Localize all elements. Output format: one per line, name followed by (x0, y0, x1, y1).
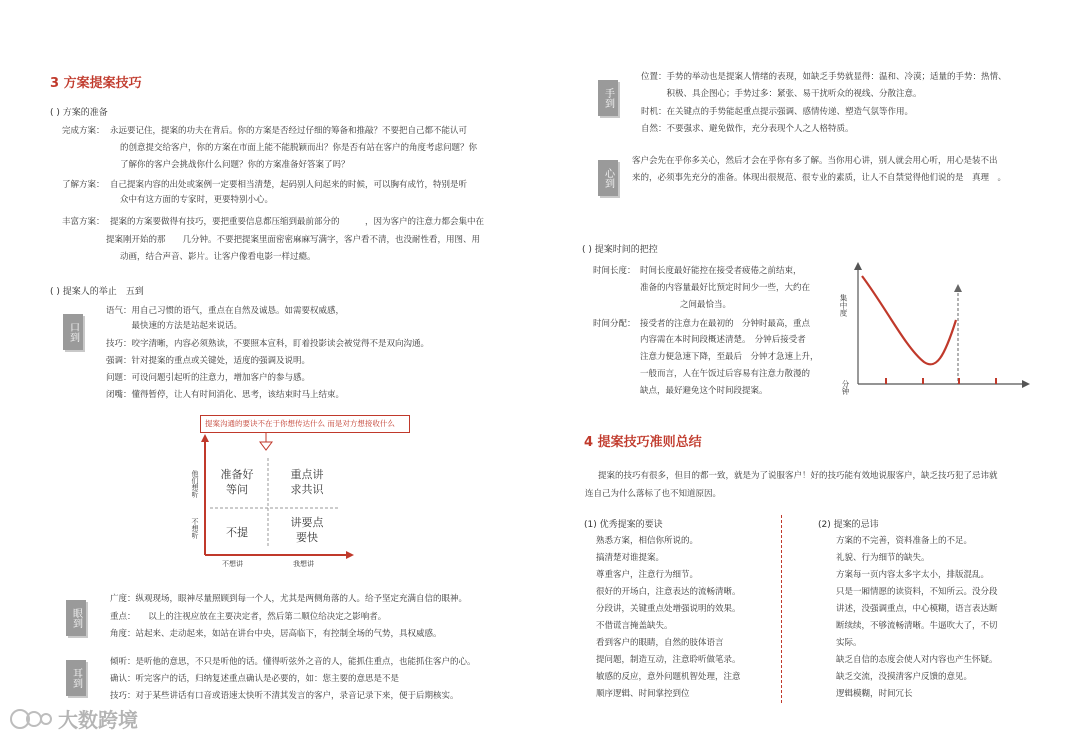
watermark-logo-icon (8, 706, 52, 732)
curve-end-arrow-icon (954, 284, 962, 292)
heart-line: 来的，必须事先充分的准备。体现出很规范、很专业的素质，让人不自禁觉得他们说的是 真理 。 (632, 173, 1007, 183)
bad-item: 逻辑模糊，时间冗长 (836, 689, 913, 699)
bad-heading: (2) 提案的忌讳 (818, 520, 879, 530)
section3-title: 3 方案提案技巧 (50, 76, 142, 91)
summary-line: 连自己为什么落标了也不知道原因。 (585, 489, 722, 499)
bad-item: 方案每一页内容太多字太小，排版混乱。 (836, 570, 990, 580)
prep-line: 提案的方案要做得有技巧，要把重要信息都压缩到最前部分的 ，因为客户的注意力都会集中在 (110, 217, 485, 227)
prep-label-1: 了解方案： (62, 180, 105, 190)
eye-line: 重点： 以上的注视应放在主要决定者，然后第二顺位给决定之影响者。 (110, 612, 387, 622)
curve-x-arrow-icon (1022, 380, 1030, 388)
good-item: 不借谎言掩盖缺失。 (596, 621, 673, 631)
matrix-caption: 提案沟通的要诀不在于你想传达什么 而是对方想接收什么 (205, 419, 395, 428)
mouth-line: 问题：可设问题引起听的注意力，增加客户的参与感。 (106, 373, 311, 383)
time-line: 之间最恰当。 (680, 300, 732, 310)
summary-line: 提案的技巧有很多，但目的都一致，就是为了说服客户！好的技巧能有效地说服客户，缺乏技巧犯了忌讳就 (598, 471, 998, 481)
curve-xlabel: 分钟 (841, 380, 850, 395)
time-line: 时间长度最好能控在接受者疲倦之前结束， (640, 266, 802, 276)
ear-line: 倾听：是听他的意思，不只是听他的话。懂得听弦外之音的人，能抓住重点，也能抓住客户的心。 (110, 657, 476, 667)
good-item: 尊重客户，注意行为细节。 (596, 570, 699, 580)
watermark-text: 大数跨境 (58, 708, 138, 732)
heart-label-box: 心到 (598, 160, 618, 196)
hand-line: 积极、具企图心；手势过多：紧张、易干扰听众的视线、分散注意。 (641, 89, 922, 99)
matrix-ylabel-top: 他们想听 (191, 470, 199, 498)
attention-curve-chart (836, 258, 1036, 398)
eye-line: 广度：纵观现场，眼神尽量照顾到每一个人，尤其是两侧角落的人。给予坚定充满自信的眼神。 (110, 594, 468, 604)
heart-line: 客户会先在乎你多关心，然后才会在乎你有多了解。当你用心讲，别人就会用心听，用心是装不出 (632, 156, 998, 166)
prep-line: 的创意提交给客户，你的方案在市面上能不能脱颖而出？你是否有站在客户的角度考虑问题？你 (120, 143, 478, 153)
good-item: 很好的开场白，注意表达的流畅清晰。 (596, 587, 741, 597)
bad-item: 断续续，不够流畅清晰。牛逼吹大了，不切 (836, 621, 998, 631)
matrix-cell-bottom-right: 讲要点 要快 (290, 516, 324, 544)
time-line: 一般而言，人在午饭过后容易有注意力散漫的 (640, 369, 811, 379)
mouth-line: 最快速的方法是站起来说话。 (106, 321, 243, 331)
good-item: 提问题，制造互动，注意聆听做笔录。 (596, 655, 741, 665)
bad-item: 方案的不完善，资料准备上的不足。 (836, 536, 973, 546)
matrix-cell-top-right: 重点讲 求共识 (290, 468, 324, 496)
prep-label-2: 丰富方案： (62, 217, 105, 227)
down-arrow-icon (260, 432, 272, 450)
prep-line: 自己提案内容的出处或案例一定要相当清楚，起码别人问起来的时候，可以胸有成竹，特别是听 (110, 180, 468, 190)
bad-item: 缺乏自信的态度会使人对内容也产生怀疑。 (836, 655, 998, 665)
time-line: 注意力便急速下降，至最后 分钟才急速上升， (640, 352, 819, 362)
mouth-label-box: 口到 (63, 314, 83, 350)
watermark (8, 704, 138, 733)
ear-line: 技巧：对于某些讲话有口音或语速太快听不清其发言的客户，录音记录下来，便于后期核实。 (110, 691, 459, 701)
bad-item: 只是一厢情愿的读资料，不知所云。没分段 (836, 587, 998, 597)
prep-heading: ( ) 方案的准备 (50, 108, 108, 118)
time-line: 接受者的注意力在最初的 分钟时最高，重点 (640, 319, 811, 329)
attention-curve-line (862, 276, 956, 364)
hand-line: 位置：手势的举动也是提案人情绪的表现，如缺乏手势就显得：温和、冷漠；适量的手势：热情、 (641, 72, 1007, 82)
bad-item: 实际。 (836, 638, 862, 648)
good-item: 分段讲，关键重点处增强说明的效果。 (596, 604, 741, 614)
good-item: 看到客户的眼睛，自然的肢体语言 (596, 638, 724, 648)
good-item: 熟悉方案，相信你所说的。 (596, 536, 699, 546)
prep-line: 提案刚开始的那 几分钟。不要把提案里面密密麻麻写满字，客户看不清，也没耐性看，用图、用 (106, 235, 481, 245)
behavior-heading: ( ) 提案人的举止 五到 (50, 287, 144, 297)
mouth-line: 技巧：咬字清晰，内容必须熟读，不要照本宣科，盯着投影读会被觉得不是双向沟通。 (106, 339, 430, 349)
eye-line: 角度：站起来、走动起来，如站在讲台中央，居高临下，有控制全场的气势，具权威感。 (110, 629, 442, 639)
matrix-ylabel-bottom: 不想听 (191, 518, 199, 539)
mouth-line: 强调：针对提案的重点或关键处，适度的强调及说明。 (106, 356, 311, 366)
y-arrow-icon (201, 434, 209, 442)
time-heading: ( ) 提案时间的把控 (582, 245, 658, 255)
prep-label-0: 完成方案： (62, 126, 105, 136)
mouth-line: 语气：用自己习惯的语气，重点在自然及诚恳。如需要权威感， (106, 306, 345, 316)
prep-line: 永远要记住，提案的功夫在背后。你的方案是否经过仔细的筹备和推敲？不要把自己都不能认可 (110, 126, 468, 136)
bad-item: 讲述，没强调重点，中心模糊，语言表达断 (836, 604, 998, 614)
good-item: 顺序逻辑、时间掌控到位 (596, 689, 690, 699)
bad-item: 礼貌、行为细节的缺失。 (836, 553, 930, 563)
matrix-xlabel-right: 我想讲 (293, 560, 314, 568)
good-item: 搞清楚对谁提案。 (596, 553, 665, 563)
bad-list (836, 535, 998, 705)
time-line: 准备的内容量最好比预定时间少一些，大约在 (640, 283, 811, 293)
hand-line: 自然：不要强求、避免做作，充分表现个人之人格特质。 (641, 124, 854, 134)
hand-line: 时机：在关键点的手势能起重点提示强调、感情传递、塑造气氛等作用。 (641, 107, 914, 117)
time-line: 内容需在本时间段概述清楚。 分钟后接受者 (640, 335, 806, 345)
prep-line: 动画，结合声音、影片。让客户像看电影一样过瘾。 (120, 252, 316, 262)
good-item: 敏感的反应，意外问题机智处理，注意 (596, 672, 741, 682)
mouth-line: 闭嘴：懂得暂停，让人有时间消化、思考，该结束时马上结束。 (106, 390, 345, 400)
time-label-0: 时间长度： (593, 266, 636, 276)
matrix-xlabel-left: 不想讲 (222, 560, 243, 568)
good-list (596, 535, 741, 705)
prep-line: 了解你的客户会挑战你什么问题？你的方案准备好答案了吗？ (120, 160, 350, 170)
ear-label-box: 耳到 (66, 660, 86, 696)
hand-label-box: 手到 (598, 80, 618, 116)
column-divider (781, 515, 782, 703)
matrix-diagram (180, 430, 360, 570)
prep-line: 众中有这方面的专家时，更要特别小心。 (120, 195, 274, 205)
curve-y-arrow-icon (854, 262, 862, 270)
good-heading: (1) 优秀提案的要诀 (584, 520, 663, 530)
curve-ylabel: 集中度 (839, 294, 848, 317)
bad-item: 缺乏交流，没摸清客户反馈的意见。 (836, 672, 973, 682)
x-arrow-icon (346, 551, 354, 559)
section4-title: 4 提案技巧准则总结 (584, 435, 702, 450)
matrix-cell-bottom-left: 不提 (226, 526, 248, 539)
ear-line: 确认：听完客户的话，归纳复述重点确认是必要的，如：您主要的意思是不是 (110, 674, 400, 684)
time-label-1: 时间分配： (593, 319, 636, 329)
time-line: 缺点，最好避免这个时间段提案。 (640, 386, 768, 396)
matrix-cell-top-left: 准备好 等问 (220, 468, 254, 496)
eye-label-box: 眼到 (66, 600, 86, 636)
